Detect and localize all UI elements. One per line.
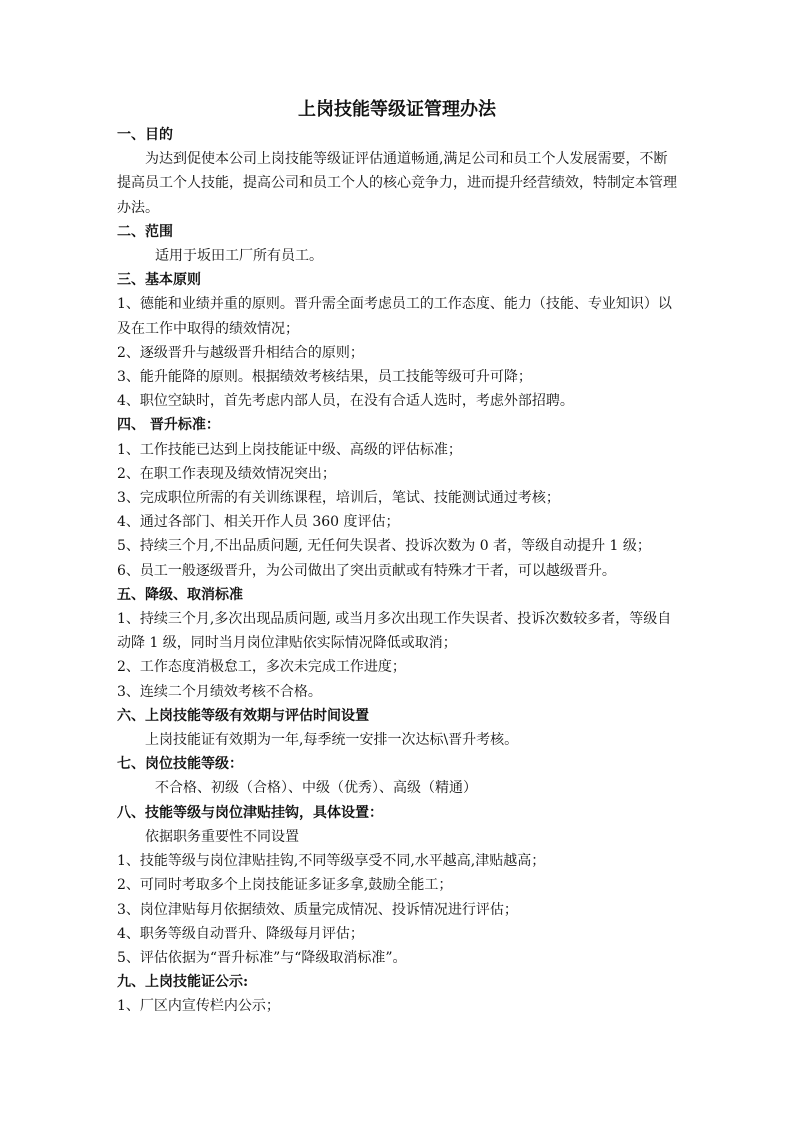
text-line: 及在工作中取得的绩效情况； [117,320,299,337]
section-heading: 三、基本原则 [117,272,201,289]
document-body [117,123,677,1019]
text-line: 6、员工一般逐级晋升，为公司做出了突出贡献或有特殊才干者，可以越级晋升。 [117,562,616,579]
text-line: 4、职务等级自动晋升、降级每月评估； [117,925,364,942]
text-line: 3、能升能降的原则。根据绩效考核结果，员工技能等级可升可降； [117,369,532,386]
section-heading: 七、岗位技能等级： [117,756,243,773]
text-line: 1、厂区内宣传栏内公示； [117,998,280,1015]
text-line: 1、持续三个月,多次出现品质问题, 或当月多次出现工作失误者、投诉次数较多者，等级自 [117,611,672,628]
section-heading: 一、目的 [117,127,173,143]
paragraph-line: 上岗技能证有效期为一年,每季统一安排一次达标\晋升考核。 [145,732,519,749]
section-heading: 六、上岗技能等级有效期与评估时间设置 [117,707,369,724]
text-line: 动降 1 级，同时当月岗位津贴依实际情况降低或取消； [117,635,457,652]
text-line: 5、持续三个月,不出品质问题, 无任何失误者、投诉次数为 0 者，等级自动提升 1 级； [117,538,651,555]
text-line: 1、技能等级与岗位津贴挂钩,不同等级享受不同,水平越高,津贴越高； [117,853,546,870]
text-line: 3、岗位津贴每月依据绩效、质量完成情况、投诉情况进行评估； [117,901,518,918]
paragraph-line: 依据职务重要性不同设置 [145,828,299,845]
section-heading: 九、上岗技能证公示: [117,974,249,991]
text-line: 2、可同时考取多个上岗技能证多证多拿,鼓励全能工； [117,877,453,894]
section-heading: 四、 晋升标准： [117,417,220,434]
text-line: 2、工作态度消极怠工，多次未完成工作进度； [117,659,406,676]
paragraph-line: 为达到促使本公司上岗技能等级证评估通道畅通,满足公司和员工个人发展需要，不断 [145,151,668,168]
text-line: 1、工作技能已达到上岗技能证中级、高级的评估标准； [117,441,462,458]
text-line: 4、通过各部门、相关开作人员 360 度评估； [117,514,400,531]
text-line: 1、德能和业绩并重的原则。晋升需全面考虑员工的工作态度、能力（技能、专业知识）以 [117,296,672,313]
text-line: 2、逐级晋升与越级晋升相结合的原则； [117,344,364,361]
paragraph-line: 适用于坂田工厂所有员工。 [155,248,323,265]
text-line: 2、在职工作表现及绩效情况突出； [117,465,336,482]
section-heading: 二、范围 [117,223,173,240]
text-line: 办法。 [117,199,159,216]
text-line: 4、职位空缺时，首先考虑内部人员，在没有合适人选时，考虑外部招聘。 [117,393,574,410]
paragraph-line: 不合格、初级（合格）、中级（优秀）、高级（精通） [155,780,477,797]
section-heading: 五、降级、取消标准 [117,586,243,603]
text-line: 3、连续二个月绩效考核不合格。 [117,683,322,700]
document-title: 上岗技能等级证管理办法 [298,99,496,120]
section-heading: 八、技能等级与岗位津贴挂钩，具体设置： [117,804,383,821]
text-line: 5、评估依据为“晋升标准”与“降级取消标准”。 [117,949,407,966]
text-line: 提高员工个人技能，提高公司和员工个人的核心竞争力，进而提升经营绩效，特制定本管理 [117,175,677,192]
text-line: 3、完成职位所需的有关训练课程，培训后，笔试、技能测试通过考核； [117,490,560,507]
